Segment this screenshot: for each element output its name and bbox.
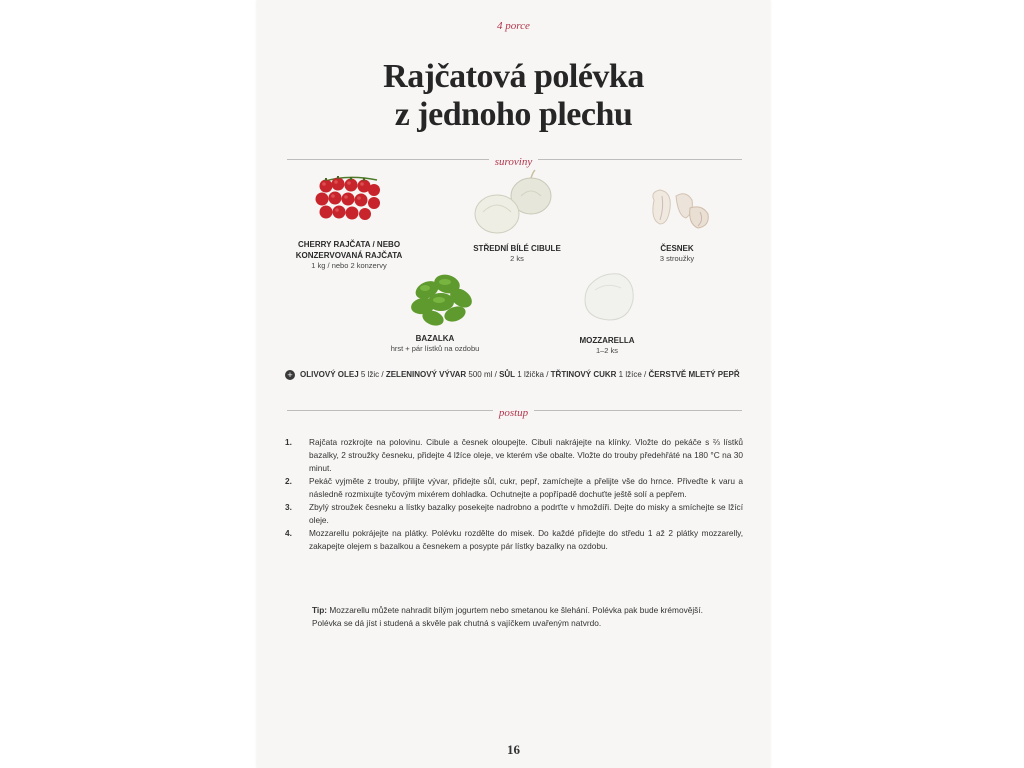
method-steps (285, 436, 743, 553)
ingredients-heading: suroviny (489, 156, 538, 168)
pantry-item-name: TŘTINOVÝ CUKR (550, 370, 617, 379)
method-heading: postup (493, 407, 534, 419)
ingredient-mozzarella (557, 335, 657, 356)
cherry-tomatoes-image (312, 172, 387, 228)
ingredient-basil (365, 333, 505, 354)
ingredient-garlic (617, 243, 737, 264)
ingredient-name: BAZALKA (415, 334, 455, 343)
pantry-item-qty: 500 ml (468, 370, 493, 379)
step-item (285, 475, 743, 501)
step-text: Rajčata rozkrojte na polovinu. Cibule a česnek oloupejte. Cibuli nakrájejte na klínky. Vložte do pekáče s ⅔ lístků bazalky, 2 stroužky česneku, přidejte 4 lžíce oleje, ve kterém vše obalte. Vložte do trouby předehřáté na 180 °C na 30 minut. (309, 437, 743, 473)
step-item (285, 436, 743, 475)
pantry-item-name: SŮL (499, 370, 516, 379)
separator: / (492, 370, 500, 379)
step-text: Mozzarellu pokrájejte na plátky. Polévku rozdělte do misek. Do každé přidejte do středu 1 až 2 plátky mozzarelly, zakapejte olejem s bazalkou a česnekem a posypte pár lístky bazalky na ozdobu. (309, 528, 743, 551)
title-line-2: z jednoho plechu (394, 96, 633, 133)
pantry-item-qty: 1 lžíce (618, 370, 642, 379)
step-number: 4. (285, 528, 292, 538)
pantry-item-name: ZELENINOVÝ VÝVAR (385, 370, 467, 379)
tip-box (312, 604, 712, 630)
ingredient-quantity: 3 stroužky (659, 254, 695, 263)
pantry-item-name: ČERSTVĚ MLETÝ PEPŘ (648, 370, 740, 379)
garlic-image (642, 184, 717, 234)
ingredient-quantity: 2 ks (510, 254, 524, 263)
method-heading-wrap (257, 403, 770, 421)
ingredient-name: MOZZARELLA (579, 336, 635, 345)
step-number: 1. (285, 437, 292, 447)
ingredient-onions (447, 243, 587, 264)
page-number: 16 (507, 742, 520, 757)
step-text: Zbylý stroužek česneku a lístky bazalky posekejte nadrobno a podrťte v hmoždíři. Dejte do misky a smíchejte se lžící oleje. (309, 502, 743, 525)
ingredient-name: CHERRY RAJČATA / NEBO (297, 240, 401, 249)
tip-label: Tip: (312, 605, 328, 615)
onions-image (471, 168, 556, 240)
recipe-title (257, 58, 770, 134)
serving-size: 4 porce (497, 20, 530, 32)
tip-text: Mozzarellu můžete nahradit bílým jogurtem nebo smetanou ke šlehání. Polévka pak bude krémovější. Polévka se dá jíst i studená a skvěle pak chutná s vajíčkem uvařeným natvrdo. (312, 605, 703, 628)
step-item (285, 501, 743, 527)
pantry-item-name: OLIVOVÝ OLEJ (300, 370, 359, 379)
mozzarella-image (579, 268, 639, 326)
step-text: Pekáč vyjměte z trouby, přilijte vývar, přidejte sůl, cukr, pepř, zamíchejte a přelijte vše do hrnce. Přiveďte k varu a následně rozmixujte tyčovým mixérem dohladka. Ochutnejte a popřípadě dochuťte ještě solí a pepřem. (309, 476, 743, 499)
separator: / (379, 370, 386, 379)
ingredient-name: KONZERVOVANÁ RAJČATA (295, 251, 403, 260)
step-number: 3. (285, 502, 292, 512)
step-item (285, 527, 743, 553)
recipe-page (257, 0, 770, 768)
ingredient-quantity: 1–2 ks (595, 346, 619, 355)
ingredient-quantity: hrst + pár lístků na ozdobu (390, 344, 480, 353)
basil-image (405, 270, 480, 330)
separator: / (543, 370, 551, 379)
ingredient-tomatoes (279, 239, 419, 271)
ingredient-name: ČESNEK (660, 244, 694, 253)
pantry-item-qty: 1 lžička (517, 370, 544, 379)
ingredient-name: STŘEDNÍ BÍLÉ CIBULE (473, 244, 561, 253)
pantry-ingredients (285, 369, 755, 381)
step-number: 2. (285, 476, 292, 486)
ingredient-quantity: 1 kg / nebo 2 konzervy (311, 261, 387, 270)
title-line-1: Rajčatová polévka (383, 58, 644, 95)
plus-icon: + (285, 370, 295, 380)
pantry-item-qty: 5 lžic (360, 370, 380, 379)
separator: / (641, 370, 649, 379)
